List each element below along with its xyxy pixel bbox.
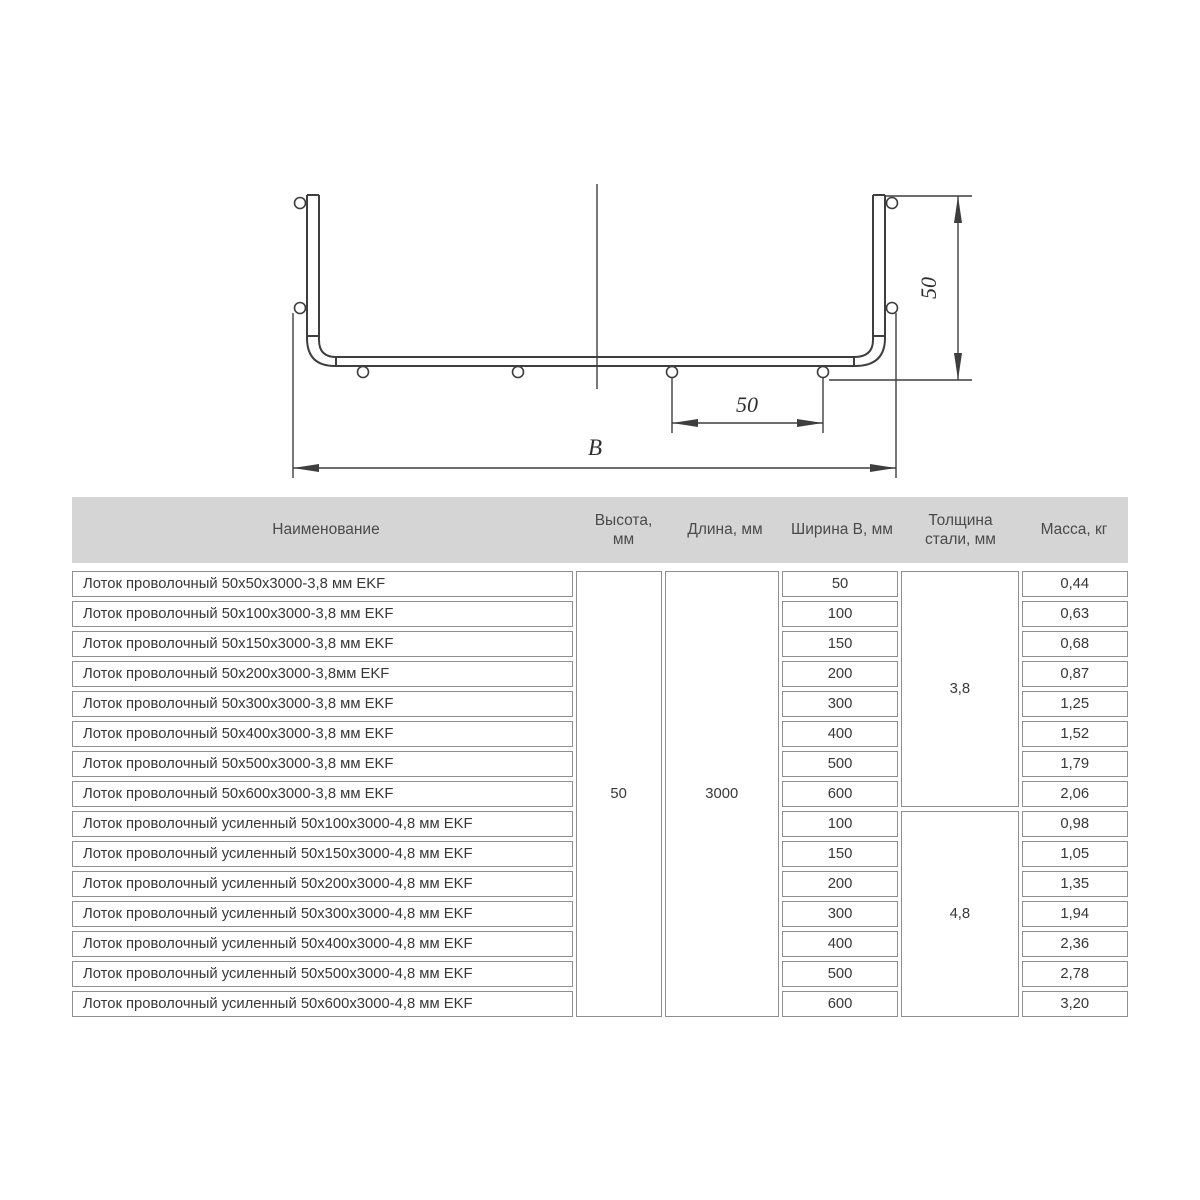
cell-product-name: Лоток проволочный 50х50х3000-3,8 мм EKF [72, 571, 573, 597]
cell-mass: 1,35 [1022, 871, 1128, 897]
wire-circle [513, 367, 524, 378]
dimension-height-label: 50 [916, 277, 941, 299]
cell-product-name: Лоток проволочный усиленный 50х300х3000-4,8 мм EKF [72, 901, 573, 927]
cell-product-name: Лоток проволочный 50х300х3000-3,8 мм EKF [72, 691, 573, 717]
tray-cross-section-drawing [0, 0, 1200, 497]
cell-width: 200 [782, 661, 898, 687]
dimension-spacing-label: 50 [736, 392, 758, 417]
header-length: Длина, мм [687, 521, 763, 539]
cell-length-merged: 3000 [665, 571, 779, 1017]
cell-mass: 2,78 [1022, 961, 1128, 987]
header-thickness: Толщина стали, мм [925, 511, 996, 548]
cell-product-name: Лоток проволочный 50х150х3000-3,8 мм EKF [72, 631, 573, 657]
cell-mass: 0,63 [1022, 601, 1128, 627]
cell-product-name: Лоток проволочный усиленный 50х100х3000-4,8 мм EKF [72, 811, 573, 837]
cell-mass: 1,79 [1022, 751, 1128, 777]
cell-width: 300 [782, 901, 898, 927]
cell-product-name: Лоток проволочный 50х600х3000-3,8 мм EKF [72, 781, 573, 807]
cell-product-name: Лоток проволочный 50х400х3000-3,8 мм EKF [72, 721, 573, 747]
cell-mass: 0,68 [1022, 631, 1128, 657]
cell-product-name: Лоток проволочный усиленный 50х400х3000-4,8 мм EKF [72, 931, 573, 957]
tray-profile [307, 195, 885, 366]
header-mass: Масса, кг [1040, 521, 1108, 539]
cell-mass: 1,94 [1022, 901, 1128, 927]
cell-height-merged: 50 [576, 571, 662, 1017]
cell-width: 50 [782, 571, 898, 597]
spec-table-header [72, 497, 1128, 563]
cell-width: 150 [782, 841, 898, 867]
spec-table-body [72, 571, 1128, 1017]
spec-table [72, 497, 1128, 1017]
cell-width: 100 [782, 601, 898, 627]
cell-width: 600 [782, 781, 898, 807]
cell-width: 600 [782, 991, 898, 1017]
cell-width: 200 [782, 871, 898, 897]
cell-width: 400 [782, 931, 898, 957]
wire-circle [295, 303, 306, 314]
header-name: Наименование [272, 521, 380, 539]
cell-product-name: Лоток проволочный 50х500х3000-3,8 мм EKF [72, 751, 573, 777]
cell-product-name: Лоток проволочный 50х200х3000-3,8мм EKF [72, 661, 573, 687]
cell-product-name: Лоток проволочный 50х100х3000-3,8 мм EKF [72, 601, 573, 627]
cell-product-name: Лоток проволочный усиленный 50х600х3000-4,8 мм EKF [72, 991, 573, 1017]
cell-mass: 2,06 [1022, 781, 1128, 807]
cell-thickness-38: 3,8 [901, 571, 1018, 807]
wire-circle [667, 367, 678, 378]
wire-circle [887, 303, 898, 314]
cell-thickness-48: 4,8 [901, 811, 1018, 1017]
wire-circle [887, 198, 898, 209]
wire-circle [358, 367, 369, 378]
dimension-width-label: B [587, 435, 603, 460]
wire-cross-sections [295, 198, 898, 378]
cell-mass: 3,20 [1022, 991, 1128, 1017]
cell-width: 300 [782, 691, 898, 717]
wire-circle [818, 367, 829, 378]
cell-mass: 0,87 [1022, 661, 1128, 687]
header-width: Ширина B, мм [791, 521, 893, 539]
cell-width: 150 [782, 631, 898, 657]
wire-circle [295, 198, 306, 209]
dimension-height [829, 196, 972, 380]
cell-mass: 0,98 [1022, 811, 1128, 837]
cell-product-name: Лоток проволочный усиленный 50х150х3000-4,8 мм EKF [72, 841, 573, 867]
header-height: Высота, мм [594, 511, 653, 548]
cell-product-name: Лоток проволочный усиленный 50х500х3000-4,8 мм EKF [72, 961, 573, 987]
cell-mass: 2,36 [1022, 931, 1128, 957]
cell-width: 100 [782, 811, 898, 837]
cell-mass: 1,05 [1022, 841, 1128, 867]
cell-mass: 1,25 [1022, 691, 1128, 717]
cell-mass: 0,44 [1022, 571, 1128, 597]
cell-mass: 1,52 [1022, 721, 1128, 747]
cell-width: 500 [782, 961, 898, 987]
cell-width: 500 [782, 751, 898, 777]
cell-product-name: Лоток проволочный усиленный 50х200х3000-4,8 мм EKF [72, 871, 573, 897]
cell-width: 400 [782, 721, 898, 747]
